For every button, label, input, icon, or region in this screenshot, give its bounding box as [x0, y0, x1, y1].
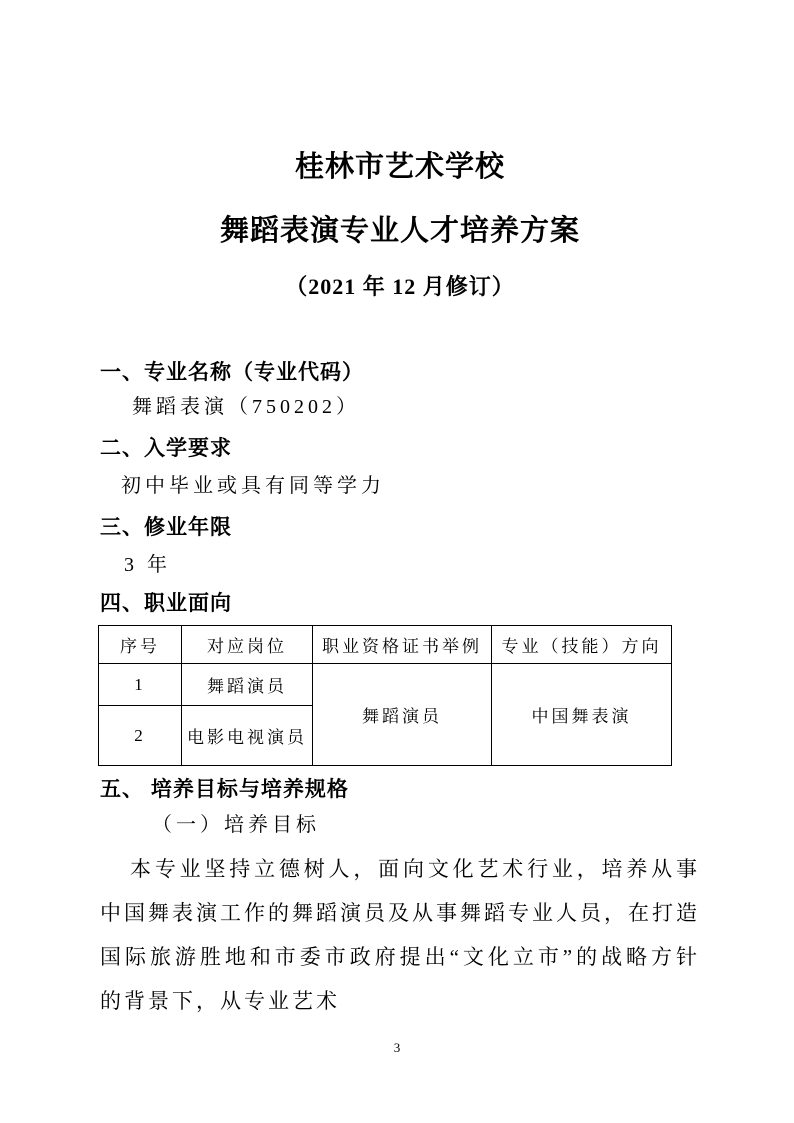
table-cell-post-1: 舞蹈演员	[182, 664, 313, 706]
section-1-body: 舞蹈表演（750202）	[132, 396, 360, 418]
table-cell-certificate-merged: 舞蹈演员	[313, 664, 492, 766]
section-5-paragraph: 本专业坚持立德树人，面向文化艺术行业，培养从事中国舞表演工作的舞蹈演员及从事舞蹈专业人员，在打造国际旅游胜地和市委市政府提出“文化立市”的战略方针的背景下，从专业艺术	[100, 857, 700, 1013]
section-4-heading: 四、职业面向	[100, 592, 232, 615]
section-3-heading: 三、修业年限	[100, 516, 232, 539]
section-2-heading: 二、入学要求	[100, 437, 232, 460]
section-2-body: 初中毕业或具有同等学力	[121, 475, 385, 497]
section-3-body: 3 年	[124, 554, 171, 576]
table-header-certificate-example: 职业资格证书举例	[313, 626, 492, 664]
document-title-school: 桂林市艺术学校	[294, 151, 505, 183]
table-cell-post-2: 电影电视演员	[182, 706, 313, 766]
table-header-serial-number: 序号	[99, 626, 182, 664]
table-cell-direction-merged: 中国舞表演	[492, 664, 672, 766]
table-header-row	[99, 626, 672, 664]
page-number: 3	[393, 1040, 401, 1055]
section-1-heading: 一、专业名称（专业代码）	[100, 361, 364, 384]
section-5-sub-heading: （一）培养目标	[152, 814, 320, 836]
table-row	[99, 664, 672, 706]
section-5-heading: 五、 培养目标与培养规格	[100, 778, 349, 801]
document-title-revision: （2021 年 12 月修订）	[285, 274, 515, 299]
table-header-corresponding-post: 对应岗位	[182, 626, 313, 664]
table-cell-serial-2: 2	[99, 706, 182, 766]
document-title-program: 舞蹈表演专业人才培养方案	[219, 215, 580, 247]
career-orientation-table	[98, 625, 672, 766]
table-header-skill-direction: 专业（技能）方向	[492, 626, 672, 664]
table-cell-serial-1: 1	[99, 664, 182, 706]
